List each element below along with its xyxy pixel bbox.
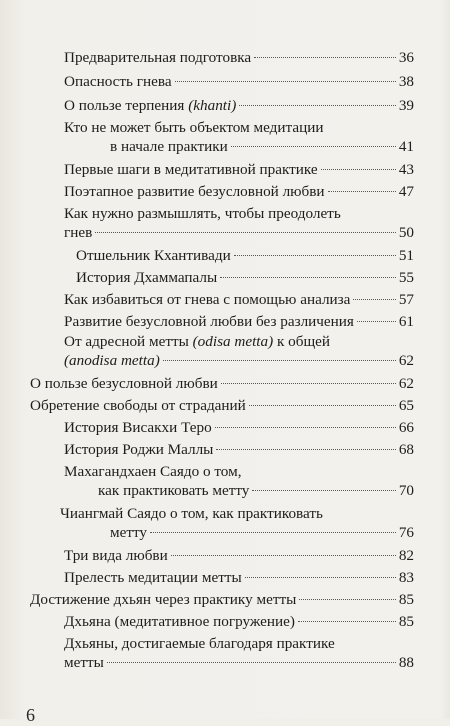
page-corner-mark: 6 [26,705,35,725]
toc-entry-title: Обретение свободы от страданий [30,397,246,414]
toc-entry-title-line1: Кто не может быть объектом медитации [64,119,324,136]
toc-entry[interactable] [64,568,414,587]
toc-entry-title: Три вида любви [64,547,168,564]
toc-page-number: 82 [398,547,414,564]
toc-page-number: 41 [398,138,414,155]
toc-entry-title-text: к общей [273,333,331,350]
toc-entry[interactable] [64,332,414,370]
dot-leader [321,169,396,170]
dot-leader [215,427,396,428]
toc-entry-title: Прелесть медитации метты [64,569,242,586]
toc-page-number: 85 [398,613,414,630]
dot-leader [245,577,396,578]
dot-leader [357,321,396,322]
toc-page-number: 70 [398,482,414,499]
dot-leader [328,191,396,192]
toc-entry[interactable] [64,160,414,179]
toc-entry-title: Опасность гнева [64,73,172,90]
toc-page-number: 61 [398,313,414,330]
dot-leader [298,621,396,622]
dot-leader [150,532,396,533]
toc-page-number: 36 [398,49,414,66]
toc-entry-title: Достижение дхьян через практику метты [30,591,297,608]
dot-leader [163,360,396,361]
toc-entry[interactable] [64,634,414,672]
dot-leader [249,405,396,406]
toc-entry[interactable] [76,268,414,287]
toc-page-number: 62 [398,375,414,392]
toc-entry-title: История Дхаммапалы [76,269,218,286]
dot-leader [107,662,396,663]
toc-entry[interactable] [64,118,414,156]
toc-entry-title: Как избавиться от гнева с помощью анализа [64,291,351,308]
toc-entry[interactable] [64,612,414,631]
toc-entry-title: метты [64,654,104,671]
dot-leader [220,277,396,278]
toc-entry[interactable] [64,462,414,500]
dot-leader [95,232,396,233]
toc-entry-title: (anodisa metta) [64,352,160,369]
dot-leader [175,81,396,82]
toc-entry-title: О пользе безусловной любви [30,375,218,392]
toc-entry[interactable] [64,182,414,201]
toc-entry-title-term: (khanti) [188,97,237,114]
dot-leader [234,255,396,256]
toc-entry[interactable] [64,290,414,309]
toc-entry-title: История Роджи Маллы [64,441,214,458]
dot-leader [299,599,396,600]
toc-entry[interactable] [64,204,414,242]
toc-entry[interactable] [64,312,414,331]
toc-entry-title: метту [110,524,148,541]
toc-page-number: 85 [398,591,414,608]
toc-entry-title: как практиковать метту [98,482,250,499]
toc-entry-title: Отшельник Кхантивади [76,247,231,264]
toc-entry-title-line1: Как нужно размышлять, чтобы преодолеть [64,205,341,222]
dot-leader [231,146,396,147]
toc-entry-title: История Висакхи Теро [64,419,212,436]
toc-entry-title: Первые шаги в медитативной практике [64,161,318,178]
dot-leader [252,490,395,491]
toc-entry-title [64,96,236,115]
toc-page-number: 76 [398,524,414,541]
toc-page-number: 68 [398,441,414,458]
toc-entry[interactable] [60,504,414,542]
toc-entry-title: гнев [64,224,93,241]
toc-entry[interactable] [64,48,414,67]
toc-page-number: 66 [398,419,414,436]
toc-page-number: 83 [398,569,414,586]
toc-entry-title: в начале практики [110,138,228,155]
toc-entry-title-line1 [64,332,414,351]
toc-entry-title-line1: Махагандхаен Саядо о том, [64,463,242,480]
toc-entry-title: Поэтапное развитие безусловной любви [64,183,325,200]
dot-leader [353,299,395,300]
toc-entry-title-line1: Чиангмай Саядо о том, как практиковать [60,505,323,522]
dot-leader [239,105,396,106]
toc-entry[interactable] [64,440,414,459]
toc-page-number: 55 [398,269,414,286]
toc-entry[interactable] [64,72,414,91]
toc-page-number: 50 [398,224,414,241]
dot-leader [171,555,396,556]
toc-entry[interactable] [76,246,414,265]
dot-leader [221,383,396,384]
toc-page-number: 39 [398,97,414,114]
toc-page-number: 47 [398,183,414,200]
toc-entry[interactable] [30,374,414,393]
toc-page-number: 43 [398,161,414,178]
toc-entry[interactable] [64,418,414,437]
toc-page-number: 51 [398,247,414,264]
toc-entry[interactable] [30,590,414,609]
toc-entry-title: Развитие безусловной любви без различения [64,313,354,330]
toc-entry-title: Дхьяна (медитативное погружение) [64,613,295,630]
toc-page-number: 57 [398,291,414,308]
toc-page-number: 62 [398,352,414,369]
toc-entry-title-text: О пользе терпения [64,97,189,114]
toc-entry-title: Предварительная подготовка [64,49,252,66]
toc-entry-title-term: (odisa metta) [192,333,274,350]
dot-leader [254,57,396,58]
toc-page-number: 38 [398,73,414,90]
toc-entry[interactable] [64,546,414,565]
toc-entry[interactable] [30,396,414,415]
toc-page-number: 88 [398,654,414,671]
toc-entry-title-line1: Дхьяны, достигаемые благодаря практике [64,635,335,652]
toc-page-number: 65 [398,397,414,414]
dot-leader [216,449,395,450]
toc-entry[interactable] [64,96,414,115]
toc-entry-title-text: От адресной метты [64,333,193,350]
